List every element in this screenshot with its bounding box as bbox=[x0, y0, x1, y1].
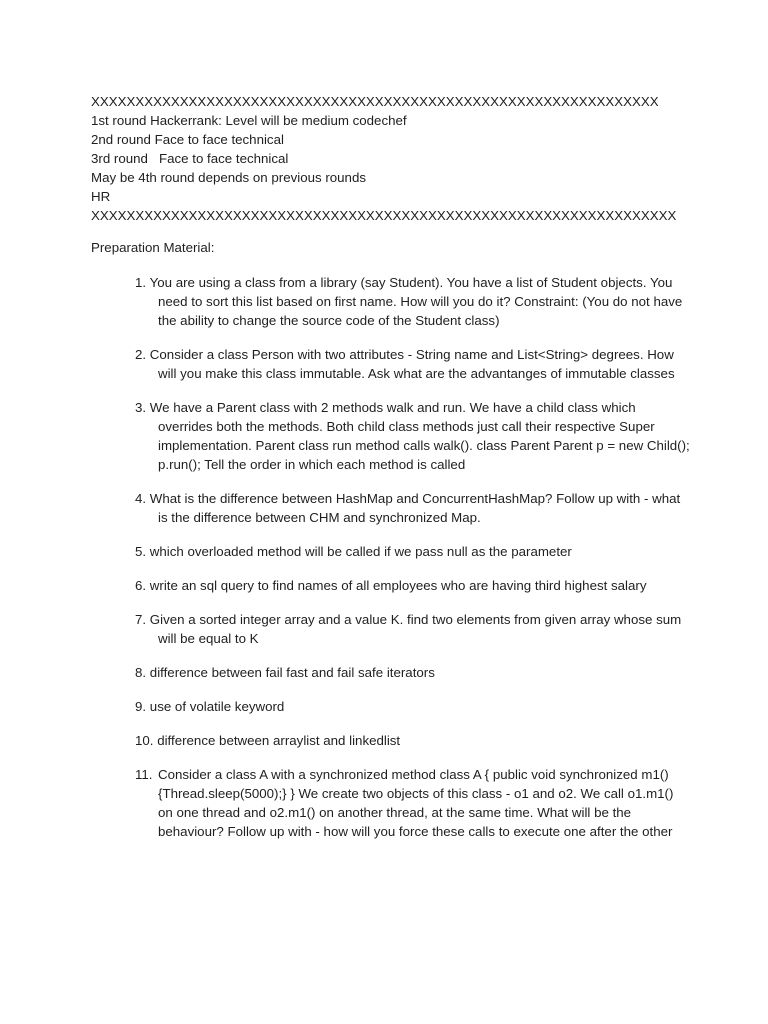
question-item-3 bbox=[135, 398, 690, 474]
question-number: 1. bbox=[135, 275, 147, 290]
question-number: 11. bbox=[135, 767, 153, 782]
question-list bbox=[135, 273, 690, 856]
round-4-line: May be 4th round depends on previous rounds bbox=[91, 170, 366, 185]
question-text: We have a Parent class with 2 methods walk and run. We have a child class which overrides both the methods. Both child class methods just call their respective Super implementation. Parent class run method calls walk(). class Parent Parent p = new Child(); p.run(); Tell the order in which each method is called bbox=[149, 400, 690, 472]
question-text: You are using a class from a library (say Student). You have a list of Student objects. You need to sort this list based on first name. How will you do it? Constraint: (You do not have the ability to change the source code of the Student class) bbox=[149, 275, 683, 328]
question-text: which overloaded method will be called if we pass null as the parameter bbox=[149, 544, 572, 559]
question-number: 6. bbox=[135, 578, 147, 593]
question-item-2 bbox=[135, 345, 690, 383]
question-number: 8. bbox=[135, 665, 147, 680]
question-number: 3. bbox=[135, 400, 147, 415]
question-item-11 bbox=[135, 765, 690, 841]
interview-rounds-block bbox=[91, 92, 711, 225]
round-3-line: 3rd round Face to face technical bbox=[91, 151, 289, 166]
question-number: 5. bbox=[135, 544, 147, 559]
question-text: Consider a class A with a synchronized method class A { public void synchronized m1() {Thread.sleep(5000);} } We create two objects of this class - o1 and o2. We call o1.m1() on one thread and o2.m1() on another thread, at the same time. What will be the behaviour? Follow up with - how will you force these calls to execute one after the other bbox=[158, 767, 674, 839]
question-text: Consider a class Person with two attributes - String name and List<String> degrees. How will you make this class immutable. Ask what are the advantanges of immutable classes bbox=[149, 347, 675, 381]
question-item-1 bbox=[135, 273, 690, 330]
separator-line-top: XXXXXXXXXXXXXXXXXXXXXXXXXXXXXXXXXXXXXXXXXXXXXXXXXXXXXXXXXXXXXXXX bbox=[91, 94, 659, 109]
question-number: 9. bbox=[135, 699, 147, 714]
question-text: use of volatile keyword bbox=[149, 699, 285, 714]
question-item-9 bbox=[135, 697, 690, 716]
question-text: difference between arraylist and linkedlist bbox=[157, 733, 401, 748]
question-number: 7. bbox=[135, 612, 147, 627]
question-text: difference between fail fast and fail safe iterators bbox=[149, 665, 435, 680]
question-text: write an sql query to find names of all employees who are having third highest salary bbox=[149, 578, 647, 593]
question-item-7 bbox=[135, 610, 690, 648]
question-item-6 bbox=[135, 576, 690, 595]
question-item-10 bbox=[135, 731, 690, 750]
question-number: 2. bbox=[135, 347, 147, 362]
question-number: 4. bbox=[135, 491, 147, 506]
section-title: Preparation Material: bbox=[91, 240, 215, 255]
question-text: Given a sorted integer array and a value K. find two elements from given array whose sum will be equal to K bbox=[149, 612, 682, 646]
round-2-line: 2nd round Face to face technical bbox=[91, 132, 284, 147]
round-hr-line: HR bbox=[91, 189, 111, 204]
question-text: What is the difference between HashMap and ConcurrentHashMap? Follow up with - what is the difference between CHM and synchronized Map. bbox=[149, 491, 681, 525]
separator-line-bottom: XXXXXXXXXXXXXXXXXXXXXXXXXXXXXXXXXXXXXXXXXXXXXXXXXXXXXXXXXXXXXXXXXX bbox=[91, 208, 677, 223]
question-item-5 bbox=[135, 542, 690, 561]
round-1-line: 1st round Hackerrank: Level will be medium codechef bbox=[91, 113, 407, 128]
question-item-4 bbox=[135, 489, 690, 527]
question-item-8 bbox=[135, 663, 690, 682]
question-number: 10. bbox=[135, 733, 154, 748]
